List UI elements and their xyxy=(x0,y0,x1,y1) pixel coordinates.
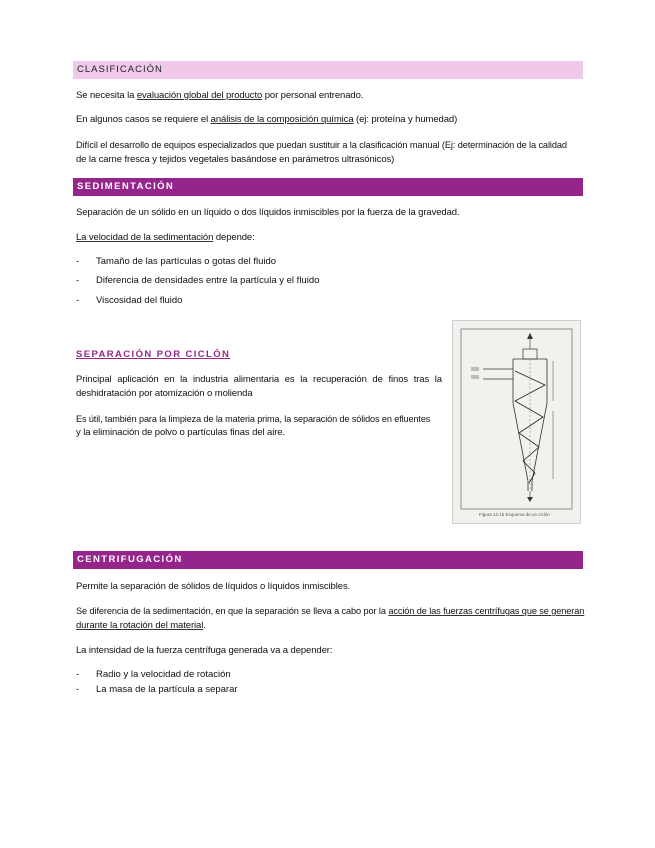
list-item: - La masa de la partícula a separar xyxy=(76,684,238,695)
bullet-dash: - xyxy=(76,669,80,680)
paragraph-line: Es útil, también para la limpieza de la materia prima, la separación de sólidos en efluentes xyxy=(76,414,431,424)
bullet-dash: - xyxy=(76,275,80,286)
underlined-text: durante la rotación del material xyxy=(76,620,204,631)
list-item: - Diferencia de densidades entre la partícula y el fluido xyxy=(76,275,320,286)
paragraph: Permite la separación de sólidos de líquidos o líquidos inmiscibles. xyxy=(76,581,351,592)
section-title: SEDIMENTACIÓN xyxy=(77,181,175,192)
paragraph-line: Se diferencia de la sedimentación, en que la separación se lleva a cabo por la acción de las fuerzas centrífugas que se generan xyxy=(76,606,585,616)
paragraph-line: Principal aplicación en la industria alimentaria es la recuperación de finos tras la xyxy=(76,374,442,385)
bullet-dash: - xyxy=(76,295,80,306)
underlined-text: acción de las fuerzas centrífugas que se generan xyxy=(388,606,585,616)
paragraph: La velocidad de la sedimentación depende: xyxy=(76,232,255,243)
underlined-text: evaluación global del producto xyxy=(136,90,263,101)
paragraph: En algunos casos se requiere el análisis de la composición química (ej: proteína y humedad) xyxy=(76,114,458,125)
underlined-text: análisis de la composición química xyxy=(210,114,354,125)
section-header-centrifugacion xyxy=(73,551,583,569)
section-title: CENTRIFUGACIÓN xyxy=(77,554,183,565)
paragraph-line: deshidratación por atomización o molienda xyxy=(76,388,253,399)
list-item: - Radio y la velocidad de rotación xyxy=(76,669,231,680)
underlined-text: La velocidad de la sedimentación xyxy=(76,232,214,243)
subsection-title-ciclon: SEPARACIÓN POR CICLÓN xyxy=(76,349,231,360)
bullet-dash: - xyxy=(76,256,80,267)
paragraph-line: de la carne fresca y tejidos vegetales basándose en parámetros ultrasónicos) xyxy=(76,154,395,165)
cyclone-diagram-image xyxy=(452,320,581,524)
list-item: - Tamaño de las partículas o gotas del fluido xyxy=(76,256,277,267)
paragraph-line: y la eliminación de polvo o partículas finas del aire. xyxy=(76,427,285,438)
figure-caption: Figura 12.15 Esquema de un ciclón xyxy=(479,512,550,517)
section-header-sedimentacion xyxy=(73,178,583,196)
paragraph: Se necesita la evaluación global del producto por personal entrenado. xyxy=(76,90,364,101)
paragraph: La intensidad de la fuerza centrífuga generada va a depender: xyxy=(76,645,333,656)
section-header-clasificacion xyxy=(73,61,583,79)
list-item: - Viscosidad del fluido xyxy=(76,295,183,306)
cyclone-diagram-icon xyxy=(453,321,580,523)
paragraph-line: durante la rotación del material. xyxy=(76,620,206,631)
paragraph: Separación de un sólido en un líquido o dos líquidos inmiscibles por la fuerza de la gravedad. xyxy=(76,207,460,218)
section-title: CLASIFICACIÓN xyxy=(77,64,163,75)
bullet-dash: - xyxy=(76,684,80,695)
paragraph-line: Difícil el desarrollo de equipos especializados que puedan sustituir a la clasificación manual (Ej: determinación de la calidad xyxy=(76,140,567,150)
